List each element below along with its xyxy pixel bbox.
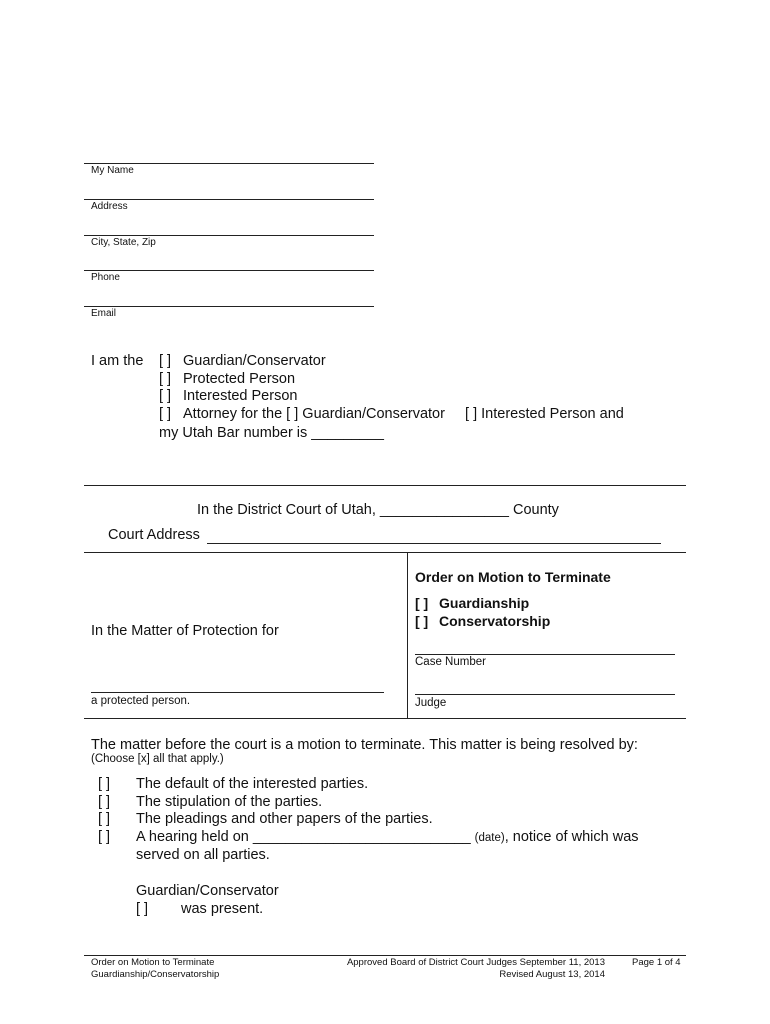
- checkbox[interactable]: [ ]: [136, 901, 149, 917]
- item-hearing[interactable]: [98, 829, 639, 845]
- address-line[interactable]: [84, 199, 374, 200]
- caption-bottom-border: [84, 718, 686, 719]
- address-label: Address: [91, 201, 128, 212]
- matter-label: In the Matter of Protection for: [91, 623, 279, 639]
- checkbox[interactable]: [ ]: [159, 406, 172, 422]
- case-number-label: Case Number: [415, 656, 486, 668]
- iam-option-label: Guardian/Conservator: [183, 353, 326, 369]
- iam-option-protected[interactable]: [159, 371, 295, 387]
- hearing-notice-label: , notice of which was: [504, 829, 639, 845]
- option-guardianship[interactable]: [415, 595, 529, 611]
- checkbox[interactable]: [ ]: [159, 371, 172, 387]
- court-address-label: Court Address: [108, 527, 200, 543]
- checkbox[interactable]: [ ]: [98, 829, 111, 845]
- footer-rule: [84, 955, 686, 956]
- iam-lead: I am the: [91, 353, 144, 369]
- case-number-line[interactable]: [415, 654, 675, 655]
- page-number: Page 1 of 4: [632, 957, 681, 968]
- item-label: The pleadings and other papers of the parties.: [136, 811, 433, 827]
- judge-line[interactable]: [415, 694, 675, 695]
- choose-note: (Choose [x] all that apply.): [91, 753, 224, 765]
- protected-person-label: a protected person.: [91, 695, 191, 707]
- item-pleadings[interactable]: [98, 811, 433, 827]
- iam-option-interested[interactable]: [159, 388, 297, 404]
- checkbox[interactable]: [ ]: [98, 811, 111, 827]
- checkbox[interactable]: [ ]: [98, 776, 111, 792]
- checkbox[interactable]: [ ]: [415, 613, 429, 629]
- bar-number[interactable]: my Utah Bar number is _________: [159, 425, 384, 441]
- iam-option-attorney[interactable]: [159, 406, 624, 422]
- checkbox[interactable]: [ ]: [159, 353, 172, 369]
- option-label: Guardianship: [439, 595, 530, 611]
- item-default[interactable]: [98, 776, 368, 792]
- item-stipulation[interactable]: [98, 794, 322, 810]
- gc-label: Guardian/Conservator: [136, 883, 279, 899]
- checkbox[interactable]: [ ]: [98, 794, 111, 810]
- footer-title-line2: Guardianship/Conservatorship: [91, 969, 220, 980]
- divider: [84, 485, 686, 486]
- intro-text: The matter before the court is a motion to terminate. This matter is being resolved by:: [91, 737, 638, 753]
- phone-label: Phone: [91, 272, 120, 283]
- city-label: City, State, Zip: [91, 237, 156, 248]
- judge-label: Judge: [415, 697, 447, 709]
- footer-approved: Approved Board of District Court Judges September 11, 2013: [346, 957, 605, 968]
- court-address-line[interactable]: [207, 543, 661, 544]
- iam-option-label: Interested Person: [183, 388, 298, 404]
- hearing-date-label: (date): [474, 832, 505, 844]
- caption-divider: [407, 552, 408, 718]
- email-label: Email: [91, 308, 117, 319]
- checkbox[interactable]: [ ]: [465, 406, 478, 422]
- district-court-line[interactable]: In the District Court of Utah, ________________ County: [197, 502, 559, 518]
- checkbox[interactable]: [ ]: [286, 406, 299, 422]
- attorney-label: Attorney for the: [183, 406, 283, 422]
- phone-line[interactable]: [84, 270, 374, 271]
- order-title: Order on Motion to Terminate: [415, 569, 611, 585]
- footer-title-line1: Order on Motion to Terminate: [91, 957, 215, 968]
- item-label: The stipulation of the parties.: [136, 794, 323, 810]
- checkbox[interactable]: [ ]: [159, 388, 172, 404]
- option-label: Conservatorship: [439, 613, 551, 629]
- hearing-label: A hearing held on ___________________________: [136, 829, 471, 845]
- gc-present[interactable]: [136, 901, 263, 917]
- city-line[interactable]: [84, 235, 374, 236]
- hearing-continuation: served on all parties.: [136, 847, 270, 863]
- checkbox[interactable]: [ ]: [415, 595, 429, 611]
- option-conservatorship[interactable]: [415, 613, 550, 629]
- footer-title: [91, 957, 219, 981]
- footer-revised: Revised August 13, 2014: [499, 969, 605, 980]
- footer-approval: [300, 957, 605, 981]
- name-line[interactable]: [84, 163, 374, 164]
- caption-top-border: [84, 552, 686, 553]
- email-line[interactable]: [84, 306, 374, 307]
- iam-option-guardian[interactable]: [159, 353, 326, 369]
- item-label: The default of the interested parties.: [136, 776, 369, 792]
- iam-option-label: Protected Person: [183, 371, 296, 387]
- attorney-interested-label: Interested Person and: [481, 406, 624, 422]
- protected-person-line[interactable]: [91, 692, 384, 693]
- attorney-guardian-label: Guardian/Conservator: [302, 406, 445, 422]
- present-label: was present.: [181, 901, 264, 917]
- name-label: My Name: [91, 165, 134, 176]
